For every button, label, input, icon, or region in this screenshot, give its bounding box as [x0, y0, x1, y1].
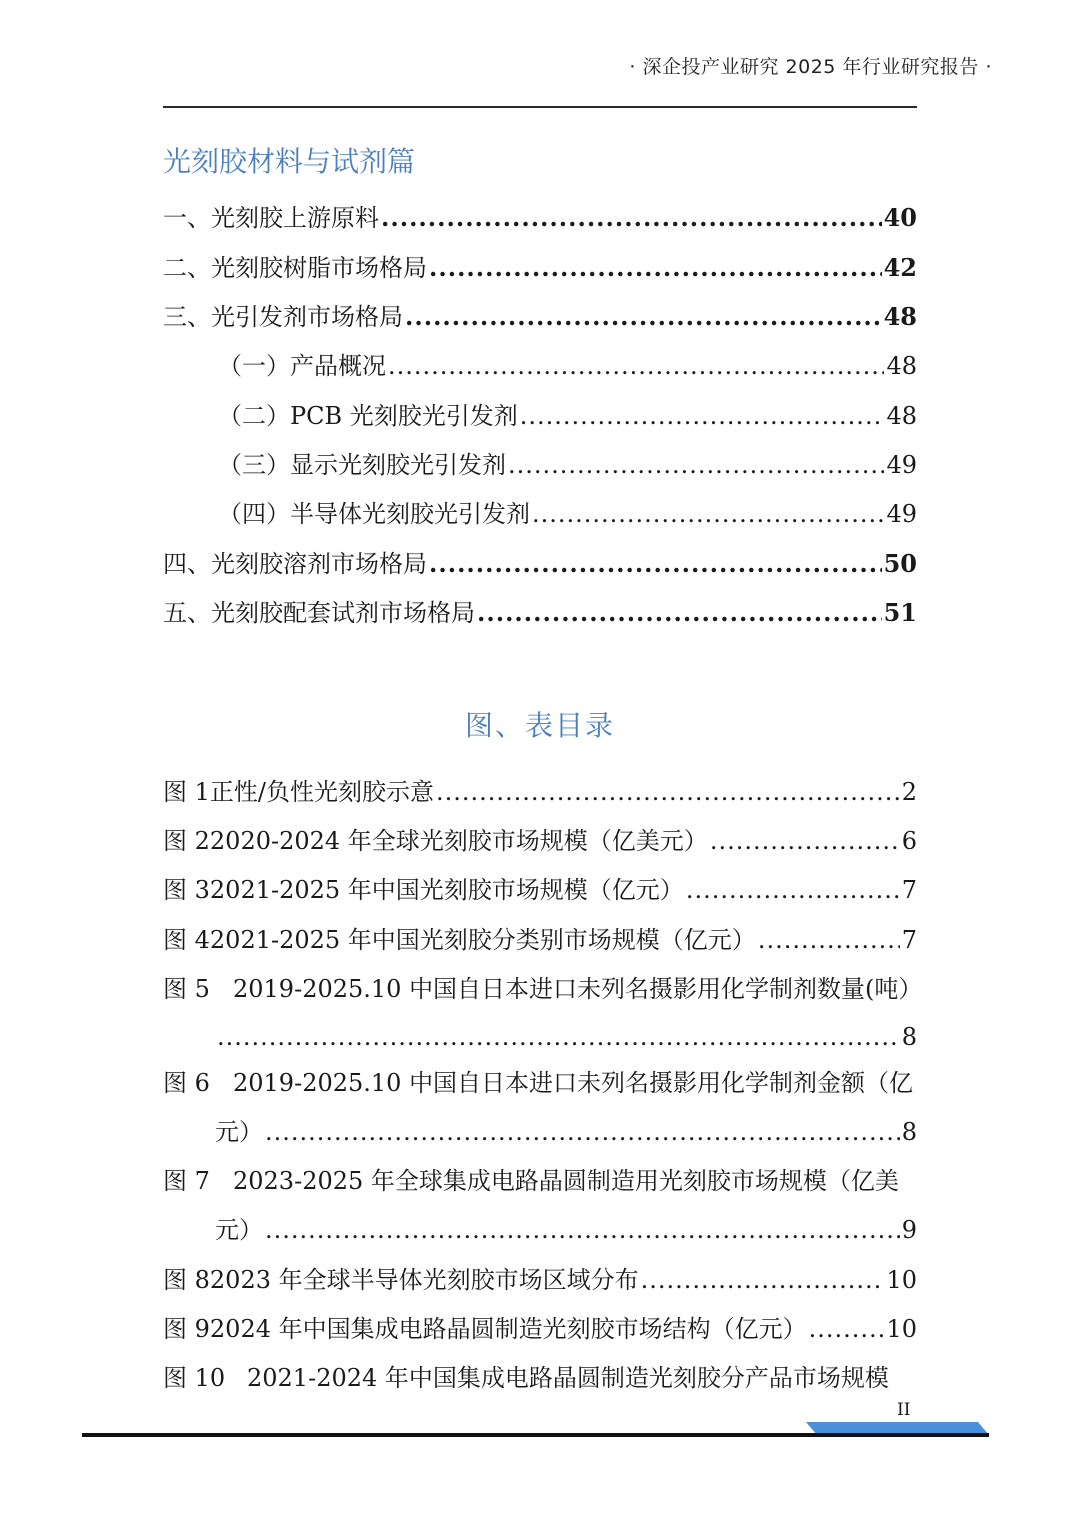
- toc-leader: [520, 400, 885, 432]
- figure-title: 2023 年全球半导体光刻胶市场区域分布: [209, 1266, 639, 1294]
- figure-entry[interactable]: [163, 973, 923, 1005]
- figure-title: 2023-2025 年全球集成电路晶圆制造用光刻胶市场规模（亿美: [233, 1167, 899, 1195]
- figure-page: 8: [901, 1118, 917, 1146]
- toc-entry-label: （二）PCB 光刻胶光引发剂: [218, 402, 518, 430]
- toc-entry-page: 49: [886, 500, 917, 528]
- toc-entry-label: 四、光刻胶溶剂市场格局: [163, 550, 427, 578]
- figures-title: 图、表目录: [464, 709, 615, 742]
- figure-title: 2020-2024 年全球光刻胶市场规模（亿美元）: [209, 827, 708, 855]
- toc-entry-label: （一）产品概况: [218, 352, 386, 380]
- report-header: · 深企投产业研究 2025 年行业研究报告 ·: [629, 56, 992, 78]
- figure-entry[interactable]: [163, 1165, 917, 1197]
- toc-leader: [217, 1021, 900, 1053]
- figure-number: 图 7: [163, 1167, 210, 1195]
- toc-leader: [758, 924, 900, 956]
- toc-leader: [686, 874, 900, 906]
- toc-entry-page: 48: [886, 402, 917, 430]
- toc-entry-label: 一、光刻胶上游原料: [163, 204, 379, 232]
- toc-entry-page: 50: [883, 549, 917, 578]
- figure-entry-continuation[interactable]: [215, 1214, 917, 1246]
- toc-entry[interactable]: [163, 301, 917, 333]
- toc-leader: [429, 548, 882, 580]
- figure-entry[interactable]: [163, 924, 917, 956]
- toc-entry-page: 48: [883, 302, 917, 331]
- toc-entry[interactable]: [163, 202, 917, 234]
- toc-entry-page: 48: [886, 352, 917, 380]
- figure-title: 2024 年中国集成电路晶圆制造光刻胶市场结构（亿元）: [209, 1315, 807, 1343]
- figure-entry[interactable]: [163, 1362, 917, 1394]
- figure-entry[interactable]: [163, 776, 917, 808]
- figure-title-continuation: 元）: [215, 1118, 263, 1146]
- toc-leader: [532, 498, 884, 530]
- toc-entry-label: 五、光刻胶配套试剂市场格局: [163, 599, 475, 627]
- toc-leader: [508, 449, 884, 481]
- figure-page: 7: [901, 926, 917, 954]
- figure-page: 2: [901, 778, 917, 806]
- figure-entry[interactable]: [163, 1067, 917, 1099]
- footer-rule: [82, 1433, 989, 1437]
- toc-leader: [477, 597, 882, 629]
- toc-entry-page: 49: [886, 451, 917, 479]
- figure-title: 正性/负性光刻胶示意: [209, 778, 434, 806]
- toc-subentry[interactable]: [218, 449, 917, 481]
- toc-entry[interactable]: [163, 252, 917, 284]
- figure-entry[interactable]: [163, 874, 917, 906]
- header-rule: [163, 106, 917, 108]
- toc-subentry[interactable]: [218, 498, 917, 530]
- toc-entry-label: 二、光刻胶树脂市场格局: [163, 254, 427, 282]
- toc-subentry[interactable]: [218, 350, 917, 382]
- figure-number: 图 5: [163, 975, 210, 1003]
- toc-entry[interactable]: [163, 597, 917, 629]
- figure-page: 7: [901, 876, 917, 904]
- figure-page: 6: [901, 827, 917, 855]
- figure-title: 2021-2025 年中国光刻胶分类别市场规模（亿元）: [209, 926, 756, 954]
- toc-entry-label: （四）半导体光刻胶光引发剂: [218, 500, 530, 528]
- figure-title: 2021-2025 年中国光刻胶市场规模（亿元）: [209, 876, 684, 904]
- figure-number: 图 9: [163, 1315, 210, 1343]
- figure-number: 图 6: [163, 1069, 210, 1097]
- figure-number: 图 10: [163, 1364, 226, 1392]
- toc-entry-page: 42: [883, 253, 917, 282]
- figure-title: 2019-2025.10 中国自日本进口未列名摄影用化学制剂数量(吨）: [233, 975, 923, 1003]
- figure-number: 图 1: [163, 778, 210, 806]
- figure-entry[interactable]: [163, 1264, 917, 1296]
- toc-subentry[interactable]: [218, 400, 917, 432]
- figure-title: 2019-2025.10 中国自日本进口未列名摄影用化学制剂金额（亿: [233, 1069, 914, 1097]
- toc-entry[interactable]: [163, 548, 917, 580]
- toc-entry-page: 51: [883, 598, 917, 627]
- figure-entry[interactable]: [163, 1313, 917, 1345]
- toc-entry-page: 40: [883, 203, 917, 232]
- toc-leader: [405, 301, 882, 333]
- toc-leader: [436, 776, 900, 808]
- figure-number: 图 4: [163, 926, 210, 954]
- figure-page: 10: [886, 1315, 917, 1343]
- toc-leader: [710, 825, 900, 857]
- toc-leader: [809, 1313, 885, 1345]
- toc-leader: [388, 350, 884, 382]
- toc-leader: [429, 252, 882, 284]
- figure-entry-continuation[interactable]: [215, 1116, 917, 1148]
- toc-leader: [381, 202, 882, 234]
- toc-leader: [265, 1116, 900, 1148]
- toc-leader: [265, 1214, 900, 1246]
- figure-entry[interactable]: [163, 825, 917, 857]
- figure-number: 图 8: [163, 1266, 210, 1294]
- toc-entry-label: （三）显示光刻胶光引发剂: [218, 451, 506, 479]
- figure-page: 9: [901, 1216, 917, 1244]
- page-number: II: [897, 1400, 911, 1420]
- figure-entry-continuation[interactable]: [215, 1021, 917, 1053]
- toc-leader: [641, 1264, 885, 1296]
- figure-page: 10: [886, 1266, 917, 1294]
- figure-number: 图 2: [163, 827, 210, 855]
- toc-entry-label: 三、光引发剂市场格局: [163, 303, 403, 331]
- figure-title-continuation: 元）: [215, 1216, 263, 1244]
- figure-number: 图 3: [163, 876, 210, 904]
- section-title: 光刻胶材料与试剂篇: [163, 145, 416, 178]
- figure-page: 8: [901, 1023, 917, 1051]
- figure-title: 2021-2024 年中国集成电路晶圆制造光刻胶分产品市场规模: [247, 1364, 889, 1392]
